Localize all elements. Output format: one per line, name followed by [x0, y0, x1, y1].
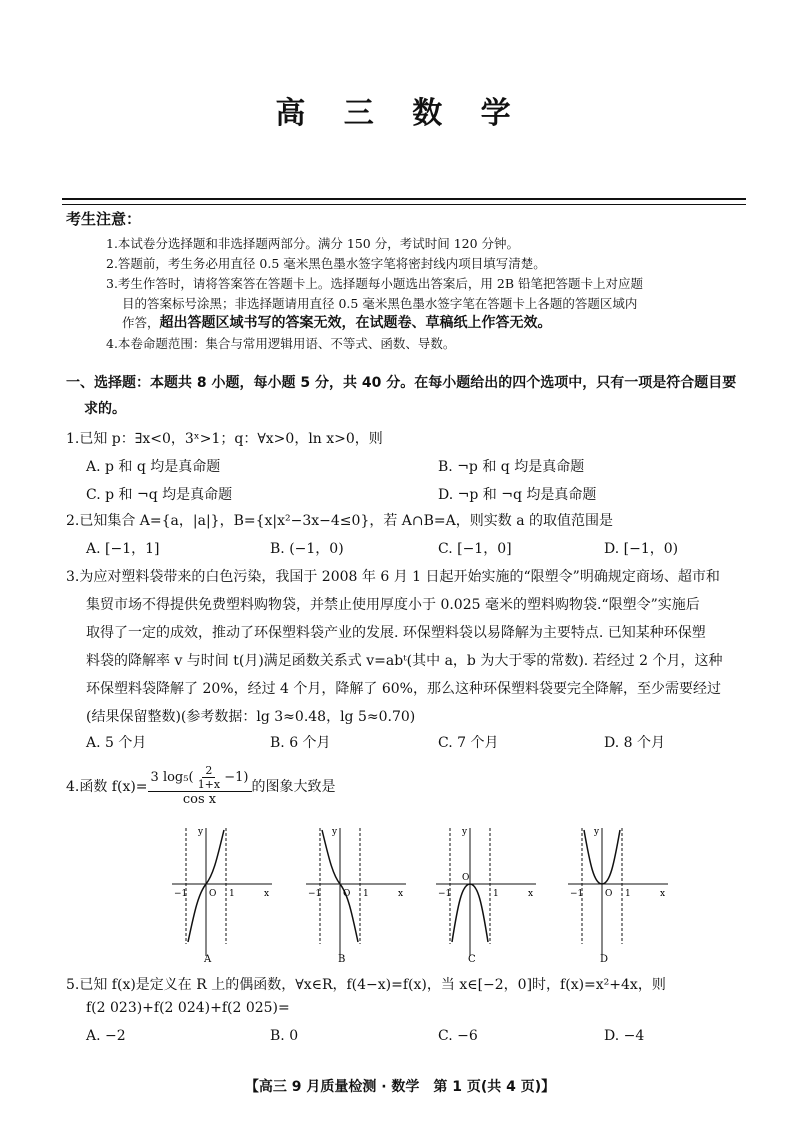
notice-item-3-tail: 作答， [122, 315, 160, 330]
notice-item-4: 4.本卷命题范围：集合与常用逻辑用语、不等式、函数、导数。 [106, 336, 456, 351]
axis-y-label: y [462, 827, 468, 837]
q3-line-3: 取得了一定的成效，推动了环保塑料袋产业的发展. 环保塑料袋以易降解为主要特点. 已知某种环保塑 [86, 625, 706, 641]
q2-option-b: B. (−1，0) [270, 541, 344, 557]
tick-neg-one: −1 [174, 889, 188, 899]
graph-label: A [204, 954, 212, 964]
graph-label: B [338, 954, 346, 964]
q4-num-pre: 3 log₅( [150, 770, 194, 785]
q4-prefix: 4.函数 f(x)= [66, 778, 148, 795]
q4-numerator [148, 764, 252, 792]
q4-inner-den: 1+x [197, 778, 221, 791]
q4-fraction [148, 764, 252, 807]
axis-y-label: y [594, 827, 600, 837]
notice-item-3-end [122, 312, 552, 332]
q3-option-d: D. 8 个月 [604, 735, 665, 751]
q5-option-a: A. −2 [86, 1028, 126, 1044]
section-heading-cont: 求的。 [84, 401, 126, 417]
q3-line-4: 料袋的降解率 v 与时间 t(月)满足函数关系式 v=abᵗ(其中 a，b 为大于零的常数). 若经过 2 个月，这种 [86, 653, 723, 669]
axis-x-label: x [660, 889, 666, 899]
origin-label: O [209, 889, 217, 899]
q4-suffix: 的图象大致是 [251, 778, 336, 795]
section-heading: 一、选择题：本题共 8 小题，每小题 5 分，共 40 分。在每小题给出的四个选项中，只有一项是符合题目要 [66, 375, 737, 391]
q4-stem [66, 764, 336, 807]
notice-item-1: 1.本试卷分选择题和非选择题两部分。满分 150 分，考试时间 120 分钟。 [106, 236, 520, 251]
q2-option-c: C. [−1，0] [438, 541, 512, 557]
q1-option-d: D. ¬p 和 ¬q 均是真命题 [438, 487, 597, 503]
q1-stem: 1.已知 p：∃x<0，3ˣ>1；q：∀x>0，ln x>0，则 [66, 431, 383, 447]
graph-a [168, 824, 278, 964]
graph-label: C [468, 954, 476, 964]
axis-y-label: y [332, 827, 338, 837]
notice-heading: 考生注意： [66, 210, 142, 228]
q5-option-b: B. 0 [270, 1028, 299, 1044]
axis-y-label: y [198, 827, 204, 837]
q4-num-post: −1) [224, 770, 249, 785]
q3-line-5: 环保塑料袋降解了 20%，经过 4 个月，降解了 60%，那么这种环保塑料袋要完全降解，至少需要经过 [86, 681, 721, 697]
tick-neg-one: −1 [570, 889, 584, 899]
q3-option-c: C. 7 个月 [438, 735, 499, 751]
q1-option-b: B. ¬p 和 q 均是真命题 [438, 459, 585, 475]
page-title: 高 三 数 学 [275, 96, 525, 131]
q3-option-a: A. 5 个月 [86, 735, 147, 751]
page-footer: 【高三 9 月质量检测 · 数学 第 1 页(共 4 页)】 [244, 1079, 556, 1095]
q2-stem: 2.已知集合 A={a，|a|}，B={x|x²−3x−4≤0}，若 A∩B=A，则实数 a 的取值范围是 [66, 513, 614, 529]
origin-label: O [462, 873, 470, 883]
q3-option-b: B. 6 个月 [270, 735, 331, 751]
axis-x-label: x [264, 889, 270, 899]
q5-option-d: D. −4 [604, 1028, 645, 1044]
tick-pos-one: 1 [229, 889, 235, 899]
notice-item-2: 2.答题前，考生务必用直径 0.5 毫米黑色墨水签字笔将密封线内项目填写清楚。 [106, 256, 546, 271]
q2-option-d: D. [−1，0) [604, 541, 679, 557]
q5-line-1: 5.已知 f(x)是定义在 R 上的偶函数，∀x∈R，f(4−x)=f(x)，当 x∈[−2，0]时，f(x)=x²+4x，则 [66, 977, 666, 993]
axis-x-label: x [398, 889, 404, 899]
q4-inner-fraction [198, 764, 220, 791]
origin-label: O [343, 889, 351, 899]
q4-denominator: cos x [182, 792, 217, 807]
q5-line-2: f(2 023)+f(2 024)+f(2 025)= [86, 1000, 290, 1016]
tick-pos-one: 1 [493, 889, 499, 899]
q2-option-a: A. [−1，1] [86, 541, 160, 557]
q3-line-6: (结果保留整数)(参考数据：lg 3≈0.48，lg 5≈0.70) [86, 709, 416, 725]
graph-c [432, 824, 542, 964]
q4-inner-num: 2 [202, 764, 215, 778]
q1-option-c: C. p 和 ¬q 均是真命题 [86, 487, 233, 503]
graph-label: D [600, 954, 609, 964]
q3-line-2: 集贸市场不得提供免费塑料购物袋，并禁止使用厚度小于 0.025 毫米的塑料购物袋.“限塑令”实施后 [86, 597, 700, 613]
header-rule-thin [62, 204, 746, 205]
graph-d [564, 824, 674, 964]
tick-pos-one: 1 [625, 889, 631, 899]
q5-option-c: C. −6 [438, 1028, 478, 1044]
graph-b [302, 824, 412, 964]
q3-line-1: 3.为应对塑料袋带来的白色污染，我国于 2008 年 6 月 1 日起开始实施的“限塑令”明确规定商场、超市和 [66, 569, 720, 585]
q1-option-a: A. p 和 q 均是真命题 [86, 459, 221, 475]
tick-neg-one: −1 [438, 889, 452, 899]
origin-label: O [605, 889, 613, 899]
notice-item-3-cont: 目的答案标号涂黑；非选择题请用直径 0.5 毫米黑色墨水签字笔在答题卡上各题的答题区域内 [122, 296, 638, 311]
notice-item-3: 3.考生作答时，请将答案答在答题卡上。选择题每小题选出答案后，用 2B 铅笔把答题卡上对应题 [106, 276, 644, 291]
header-rule [62, 198, 746, 200]
notice-warning: 超出答题区域书写的答案无效，在试题卷、草稿纸上作答无效。 [159, 315, 552, 331]
tick-neg-one: −1 [308, 889, 322, 899]
tick-pos-one: 1 [363, 889, 369, 899]
axis-x-label: x [528, 889, 534, 899]
